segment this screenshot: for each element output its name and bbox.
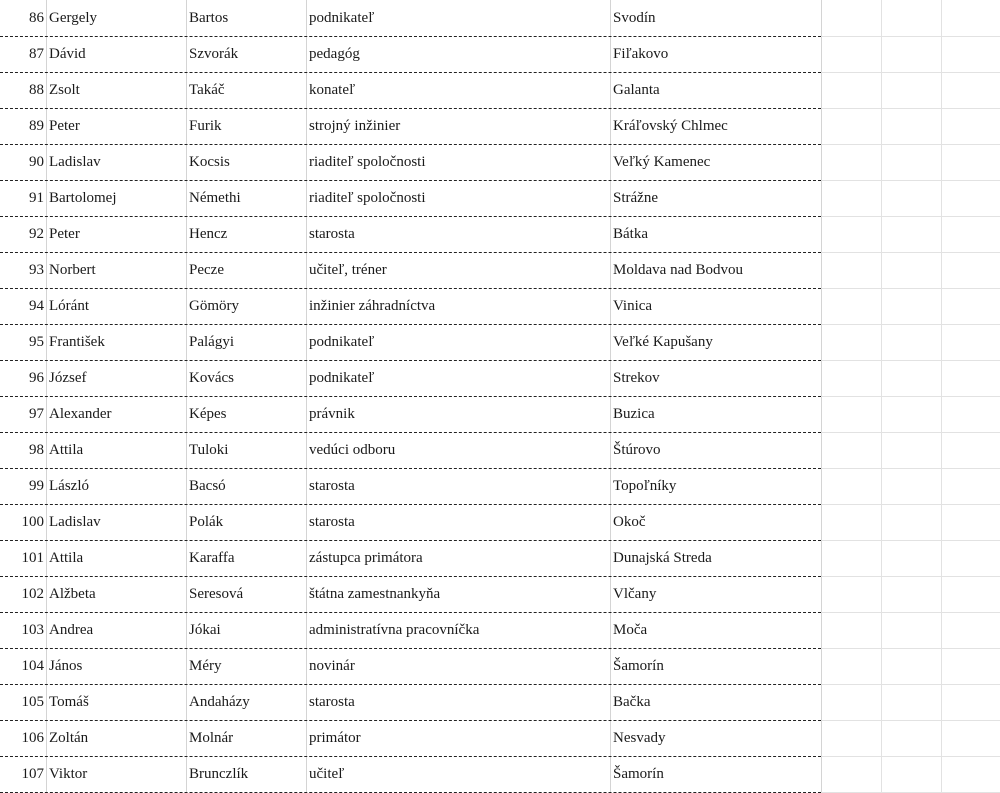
last-name-cell[interactable]: Bacsó xyxy=(189,478,226,494)
row-number-cell[interactable]: 100 xyxy=(21,514,44,530)
last-name-cell[interactable]: Takáč xyxy=(189,82,225,98)
first-name-cell[interactable]: Bartolomej xyxy=(49,190,117,206)
row-number-cell[interactable]: 106 xyxy=(21,730,44,746)
occupation-cell[interactable]: starosta xyxy=(309,514,355,530)
row-number-cell[interactable]: 89 xyxy=(29,118,44,134)
row-number-cell[interactable]: 86 xyxy=(29,10,44,26)
first-name-cell[interactable]: József xyxy=(49,370,87,386)
table-row xyxy=(0,684,1000,720)
town-cell[interactable]: Moča xyxy=(613,622,648,638)
last-name-cell[interactable]: Seresová xyxy=(189,586,244,602)
occupation-cell[interactable]: primátor xyxy=(309,730,361,746)
last-name-cell[interactable]: Szvorák xyxy=(189,46,239,62)
town-cell[interactable]: Svodín xyxy=(613,10,656,26)
first-name-cell[interactable]: František xyxy=(49,334,105,350)
row-number-cell[interactable]: 102 xyxy=(21,586,44,602)
first-name-cell[interactable]: Norbert xyxy=(49,262,96,278)
town-cell[interactable]: Topoľníky xyxy=(613,478,677,494)
last-name-cell[interactable]: Polák xyxy=(189,514,224,530)
last-name-cell[interactable]: Tuloki xyxy=(189,442,229,458)
row-number-cell[interactable]: 91 xyxy=(29,190,44,206)
first-name-cell[interactable]: Tomáš xyxy=(49,694,89,710)
occupation-cell[interactable]: podnikateľ xyxy=(309,334,375,350)
row-number-cell[interactable]: 93 xyxy=(29,262,44,278)
row-number-cell[interactable]: 90 xyxy=(29,154,44,170)
occupation-cell[interactable]: riaditeľ spoločnosti xyxy=(309,190,426,206)
table-row xyxy=(0,72,1000,108)
occupation-cell[interactable]: starosta xyxy=(309,226,355,242)
table-row xyxy=(0,324,1000,360)
table-row xyxy=(0,648,1000,684)
table-row xyxy=(0,432,1000,468)
first-name-cell[interactable]: Gergely xyxy=(49,10,98,26)
last-name-cell[interactable]: Brunczlík xyxy=(189,766,249,782)
first-name-cell[interactable]: Dávid xyxy=(49,46,86,62)
first-name-cell[interactable]: Viktor xyxy=(49,766,88,782)
last-name-cell[interactable]: Hencz xyxy=(189,226,228,242)
town-cell[interactable]: Veľký Kamenec xyxy=(613,154,711,170)
row-number-cell[interactable]: 94 xyxy=(29,298,44,314)
row-number-cell[interactable]: 88 xyxy=(29,82,44,98)
town-cell[interactable]: Fiľakovo xyxy=(613,46,669,62)
first-name-cell[interactable]: Peter xyxy=(49,118,80,134)
table-row xyxy=(0,216,1000,252)
row-number-cell[interactable]: 99 xyxy=(29,478,44,494)
occupation-cell[interactable]: administratívna pracovníčka xyxy=(309,622,480,638)
last-name-cell[interactable]: Méry xyxy=(189,658,222,674)
occupation-cell[interactable]: riaditeľ spoločnosti xyxy=(309,154,426,170)
occupation-cell[interactable]: učiteľ xyxy=(309,766,345,782)
table-row xyxy=(0,36,1000,72)
last-name-cell[interactable]: Molnár xyxy=(189,730,234,746)
town-cell[interactable]: Bátka xyxy=(613,226,648,242)
last-name-cell[interactable]: Kocsis xyxy=(189,154,230,170)
table-row xyxy=(0,396,1000,432)
last-name-cell[interactable]: Képes xyxy=(189,406,227,422)
first-name-cell[interactable]: János xyxy=(49,658,83,674)
occupation-cell[interactable]: právnik xyxy=(309,406,355,422)
last-name-cell[interactable]: Andaházy xyxy=(189,694,250,710)
table-row xyxy=(0,252,1000,288)
last-name-cell[interactable]: Gömöry xyxy=(189,298,239,314)
occupation-cell[interactable]: starosta xyxy=(309,694,355,710)
town-cell[interactable]: Šamorín xyxy=(613,658,664,674)
table-row xyxy=(0,108,1000,144)
last-name-cell[interactable]: Bartos xyxy=(189,10,229,26)
first-name-cell[interactable]: Alžbeta xyxy=(49,586,96,602)
table-row xyxy=(0,720,1000,756)
last-name-cell[interactable]: Kovács xyxy=(189,370,234,386)
row-number-cell[interactable]: 95 xyxy=(29,334,44,350)
first-name-cell[interactable]: Attila xyxy=(49,550,84,566)
first-name-cell[interactable]: László xyxy=(49,478,89,494)
town-cell[interactable]: Šamorín xyxy=(613,766,664,782)
occupation-cell[interactable]: štátna zamestnankyňa xyxy=(309,586,441,602)
town-cell[interactable]: Veľké Kapušany xyxy=(613,334,713,350)
first-name-cell[interactable]: Lóránt xyxy=(49,298,89,314)
occupation-cell[interactable]: pedagóg xyxy=(309,46,360,62)
occupation-cell[interactable]: inžinier záhradníctva xyxy=(309,298,436,314)
table-row xyxy=(0,288,1000,324)
occupation-cell[interactable]: podnikateľ xyxy=(309,10,375,26)
town-cell[interactable]: Vinica xyxy=(613,298,653,314)
occupation-cell[interactable]: konateľ xyxy=(309,82,356,98)
row-number-cell[interactable]: 98 xyxy=(29,442,44,458)
occupation-cell[interactable]: vedúci odboru xyxy=(309,442,396,458)
occupation-cell[interactable]: starosta xyxy=(309,478,355,494)
occupation-cell[interactable]: strojný inžinier xyxy=(309,118,401,134)
town-cell[interactable]: Galanta xyxy=(613,82,660,98)
town-cell[interactable]: Buzica xyxy=(613,406,655,422)
last-name-cell[interactable]: Karaffa xyxy=(189,550,235,566)
occupation-cell[interactable]: učiteľ, tréner xyxy=(309,262,387,278)
occupation-cell[interactable]: zástupca primátora xyxy=(309,550,423,566)
first-name-cell[interactable]: Zoltán xyxy=(49,730,89,746)
row-number-cell[interactable]: 103 xyxy=(21,622,44,638)
table-row xyxy=(0,576,1000,612)
table-row xyxy=(0,756,1000,792)
row-number-cell[interactable]: 107 xyxy=(21,766,44,782)
table-row xyxy=(0,540,1000,576)
first-name-cell[interactable]: Peter xyxy=(49,226,80,242)
last-name-cell[interactable]: Némethi xyxy=(189,190,241,206)
row-number-cell[interactable]: 101 xyxy=(21,550,44,566)
last-name-cell[interactable]: Furik xyxy=(189,118,222,134)
town-cell[interactable]: Strekov xyxy=(613,370,660,386)
first-name-cell[interactable]: Zsolt xyxy=(49,82,80,98)
table-row xyxy=(0,144,1000,180)
last-name-cell[interactable]: Palágyi xyxy=(189,334,234,350)
first-name-cell[interactable]: Attila xyxy=(49,442,84,458)
first-name-cell[interactable]: Andrea xyxy=(49,622,94,638)
first-name-cell[interactable]: Ladislav xyxy=(49,154,101,170)
town-cell[interactable]: Moldava nad Bodvou xyxy=(613,262,743,278)
row-number-cell[interactable]: 104 xyxy=(21,658,44,674)
row-number-cell[interactable]: 96 xyxy=(29,370,44,386)
row-number-cell[interactable]: 92 xyxy=(29,226,44,242)
table-row xyxy=(0,0,1000,36)
town-cell[interactable]: Štúrovo xyxy=(613,442,661,458)
town-cell[interactable]: Nesvady xyxy=(613,730,666,746)
row-number-cell[interactable]: 87 xyxy=(29,46,44,62)
row-number-cell[interactable]: 97 xyxy=(29,406,44,422)
first-name-cell[interactable]: Ladislav xyxy=(49,514,101,530)
table-row xyxy=(0,612,1000,648)
row-number-cell[interactable]: 105 xyxy=(21,694,44,710)
occupation-cell[interactable]: novinár xyxy=(309,658,355,674)
table-row xyxy=(0,180,1000,216)
town-cell[interactable]: Vlčany xyxy=(613,586,657,602)
table-row xyxy=(0,504,1000,540)
town-cell[interactable]: Bačka xyxy=(613,694,651,710)
town-cell[interactable]: Strážne xyxy=(613,190,658,206)
table-row xyxy=(0,468,1000,504)
first-name-cell[interactable]: Alexander xyxy=(49,406,112,422)
last-name-cell[interactable]: Jókai xyxy=(189,622,221,638)
occupation-cell[interactable]: podnikateľ xyxy=(309,370,375,386)
town-cell[interactable]: Kráľovský Chlmec xyxy=(613,118,728,134)
last-name-cell[interactable]: Pecze xyxy=(189,262,224,278)
town-cell[interactable]: Dunajská Streda xyxy=(613,550,712,566)
town-cell[interactable]: Okoč xyxy=(613,514,646,530)
table-row xyxy=(0,360,1000,396)
